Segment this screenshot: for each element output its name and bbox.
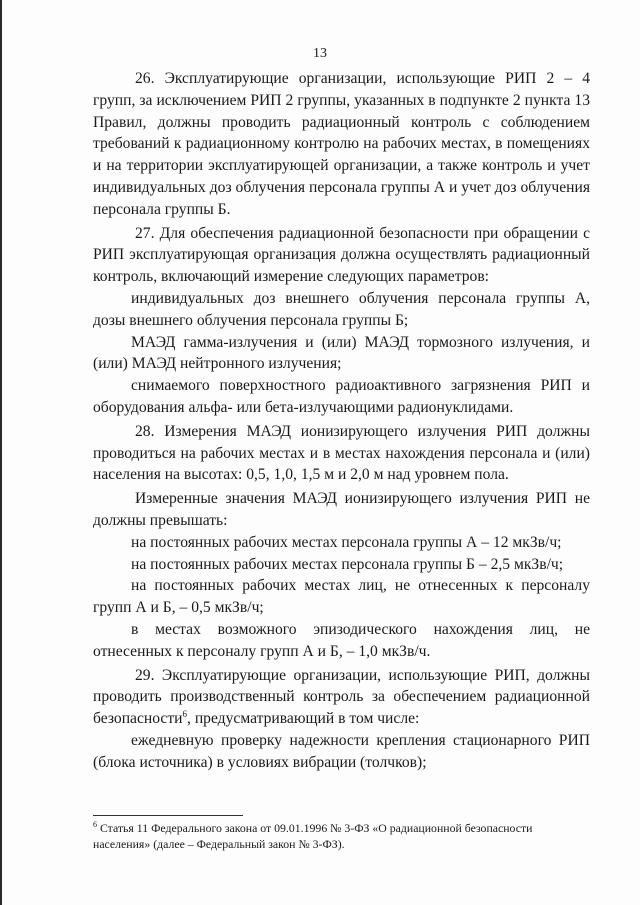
footnote-reference: 6 <box>182 708 188 719</box>
list-item-group-a: на постоянных рабочих местах персонала группы А – 12 мкЗв/ч; <box>131 533 562 551</box>
list-item-other-persons: на постоянных рабочих местах лиц, не отнесенных к персоналу групп А и Б, – 0,5 мкЗв/ч; <box>93 577 590 617</box>
paragraph-29-text: 29. Эксплуатирующие организации, использующие РИП, должны проводить производственный контроль за обеспечением радиационной безопасности <box>93 666 590 728</box>
list-item-episodic: в местах возможного эпизодического нахождения лиц, не отнесенных к персоналу групп А и Б, – 1,0 мкЗв/ч. <box>93 620 590 660</box>
list-item-individual-doses: индивидуальных доз внешнего облучения персонала группы А, дозы внешнего облучения персонала группы Б; <box>93 289 590 329</box>
scan-edge <box>0 0 2 905</box>
document-body <box>93 66 590 774</box>
paragraph-measured-values: Измеренные значения МАЭД ионизирующего излучения РИП не должны превышать: <box>93 490 590 529</box>
footnote-divider <box>93 815 243 816</box>
footnote-mark: 6 <box>93 820 97 830</box>
paragraph-28: 28. Измерения МАЭД ионизирующего излучения РИП должны проводиться на рабочих местах и в местах нахождения персонала и (или) населения на высотах: 0,5, 1,0, 1,5 м и 2,0 м над уровнем пола. <box>93 422 590 484</box>
paragraph-26: 26. Эксплуатирующие организации, использующие РИП 2 – 4 групп, за исключением РИП 2 группы, указанных в подпункте 2 пункта 13 Правил, должны проводить радиационный контроль с соблюдением требований к радиационному контролю на рабочих местах, в помещениях и на территории эксплуатирующей организации, а также контроль и учет индивидуальных доз облучения персонала группы А и учет доз облучения персонала группы Б. <box>93 70 590 218</box>
list-item-maed-gamma: МАЭД гамма-излучения и (или) МАЭД тормозного излучения, и (или) МАЭД нейтронного излучения; <box>93 333 590 373</box>
page-number: 13 <box>313 46 327 61</box>
list-item-surface-contamination: снимаемого поверхностного радиоактивного загрязнения РИП и оборудования альфа- или бета-излучающими радионуклидами. <box>93 377 590 416</box>
paragraph-27: 27. Для обеспечения радиационной безопасности при обращении с РИП эксплуатирующая организация должна осуществлять радиационный контроль, включающий измерение следующих параметров: <box>93 224 590 286</box>
list-item-group-b: на постоянных рабочих местах персонала группы Б – 2,5 мкЗв/ч; <box>131 555 564 573</box>
footnote <box>93 820 590 852</box>
list-item-daily-check: ежедневную проверку надежности крепления стационарного РИП (блока источника) в условиях вибрации (толчков); <box>93 731 590 771</box>
paragraph-29-tail: , предусматривающий в том числе: <box>187 710 420 728</box>
paragraph-29 <box>93 665 590 730</box>
footnote-text: Статья 11 Федерального закона от 09.01.1996 № 3-ФЗ «О радиационной безопасности населения» (далее – Федеральный закон № 3-ФЗ). <box>93 821 533 851</box>
